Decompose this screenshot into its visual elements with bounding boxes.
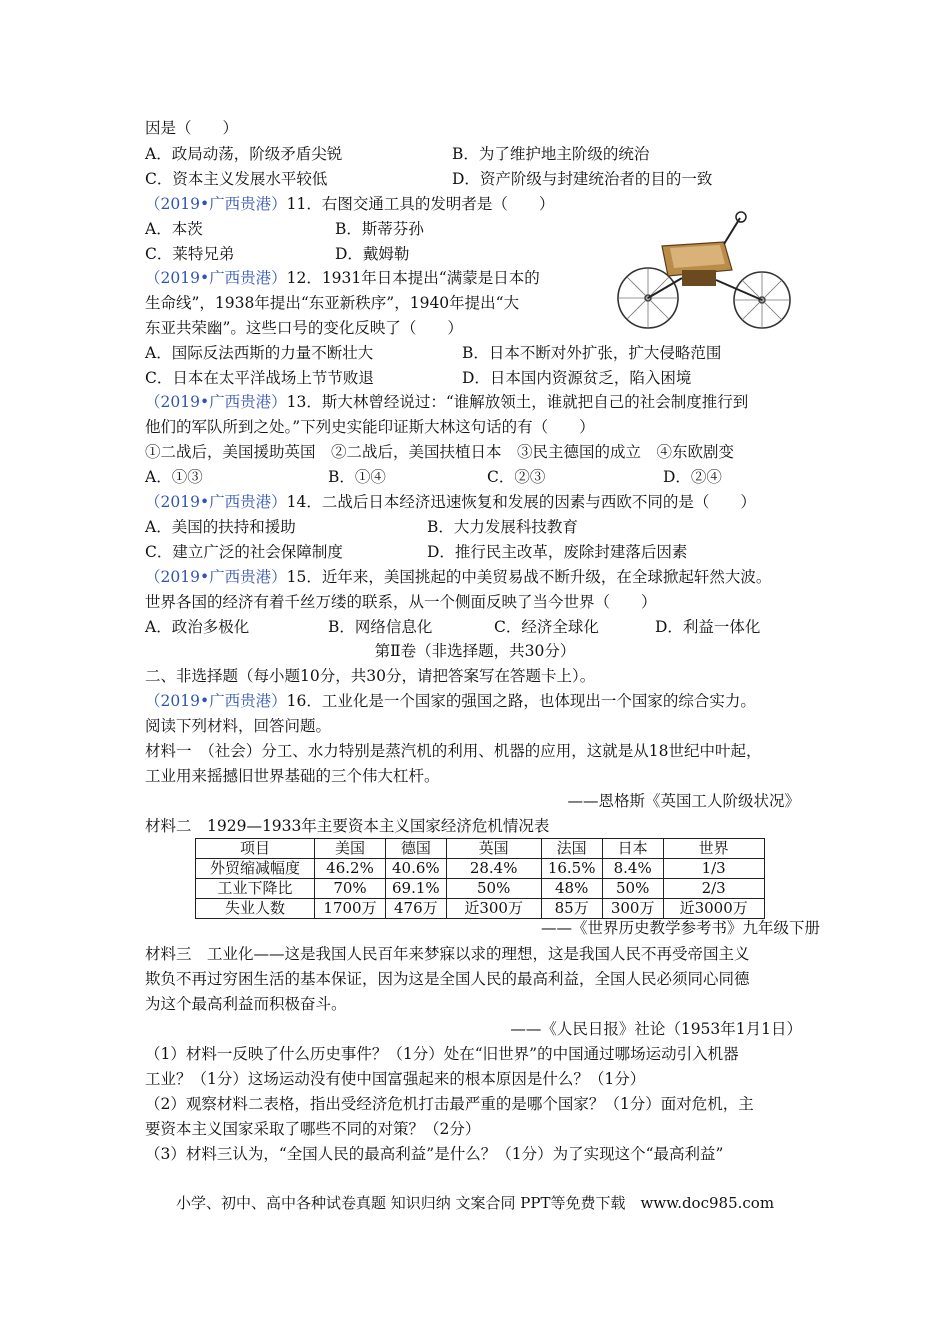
source-tag: （2019•广西贵港） (145, 195, 287, 213)
q15-option-b: B．网络信息化 (328, 618, 433, 636)
table-cell: 外贸缩减幅度 (196, 859, 315, 879)
economic-crisis-table (195, 838, 765, 919)
q13-stem-line1 (145, 392, 748, 412)
table-cell: 50% (602, 879, 663, 899)
material3-line1: 材料三 工业化——这是我国人民百年来梦寐以求的理想，这是我国人民不再受帝国主义 (145, 945, 750, 963)
table-header-cell: 世界 (663, 839, 764, 859)
table-header-cell: 英国 (446, 839, 541, 859)
table-header-cell: 美国 (315, 839, 386, 859)
material3-source: ——《人民日报》社论（1953年1月1日） (510, 1020, 802, 1038)
q15-option-c: C．经济全球化 (494, 618, 599, 636)
continued-line: 因是（ ） (145, 119, 239, 137)
table-cell: 8.4% (602, 859, 663, 879)
q10-option-d: D．资产阶级与封建统治者的目的一致 (452, 170, 713, 188)
material2-title: 材料二 1929—1933年主要资本主义国家经济危机情况表 (145, 817, 550, 835)
q16-stem-line2: 阅读下列材料，回答问题。 (145, 717, 332, 735)
q12-stem-line3: 东亚共荣幽”。这些口号的变化反映了（ ） (145, 319, 463, 337)
material1-line2: 工业用来摇撼旧世界基础的三个伟大杠杆。 (145, 767, 440, 785)
q11-option-b: B．斯蒂芬孙 (335, 220, 424, 238)
q11-option-a: A．本茨 (145, 220, 203, 238)
q10-option-c: C．资本主义发展水平较低 (145, 170, 328, 188)
q13-stem-line2: 他们的军队所到之处。”下列史实能印证斯大林这句话的有（ ） (145, 418, 595, 436)
q12-option-d: D．日本国内资源贫乏，陷入困境 (462, 369, 692, 387)
table-cell: 476万 (386, 899, 447, 919)
source-tag: （2019•广西贵港） (145, 269, 287, 287)
q12-option-c: C．日本在太平洋战场上节节败退 (145, 369, 374, 387)
table-cell: 近3000万 (663, 899, 764, 919)
source-tag: （2019•广西贵港） (145, 692, 287, 710)
q11-stem (145, 194, 554, 214)
q13-option-d: D．②④ (663, 468, 722, 486)
question-text: 15．近年来，美国挑起的中美贸易战不断升级，在全球掀起轩然大波。 (286, 568, 772, 586)
table-cell: 工业下降比 (196, 879, 315, 899)
part2-line2: 要资本主义国家采取了哪些不同的对策？（2分） (145, 1120, 481, 1138)
q13-items: ①二战后，美国援助英国 ②二战后，美国扶植日本 ③民主德国的成立 ④东欧剧变 (145, 443, 735, 461)
q14-option-c: C．建立广泛的社会保障制度 (145, 543, 343, 561)
footer-banner: 小学、初中、高中各种试卷真题 知识归纳 文案合同 PPT等免费下载 www.doc985.com (175, 1194, 775, 1212)
table-cell: 46.2% (315, 859, 386, 879)
q15-stem-line2: 世界各国的经济有着千丝万缕的联系，从一个侧面反映了当今世界（ ） (145, 593, 657, 611)
q14-stem (145, 492, 756, 512)
q10-option-b: B．为了维护地主阶级的统治 (452, 145, 650, 163)
table-cell: 69.1% (386, 879, 447, 899)
table-cell: 40.6% (386, 859, 447, 879)
source-tag: （2019•广西贵港） (145, 568, 287, 586)
table-cell: 近300万 (446, 899, 541, 919)
q11-option-d: D．戴姆勒 (335, 245, 410, 263)
q15-option-a: A．政治多极化 (145, 618, 250, 636)
source-tag: （2019•广西贵港） (145, 393, 287, 411)
material2-source: ——《世界历史教学参考书》九年级下册 (540, 919, 820, 937)
q14-option-d: D．推行民主改革，废除封建落后因素 (427, 543, 688, 561)
table-header-cell: 法国 (541, 839, 602, 859)
section-title: 第Ⅱ卷（非选择题，共30分） (374, 642, 576, 660)
q12-option-a: A．国际反法西斯的力量不断壮大 (145, 344, 374, 362)
source-tag: （2019•广西贵港） (145, 493, 287, 511)
material1-source: ——恩格斯《英国工人阶级状况》 (567, 792, 800, 810)
table-cell: 50% (446, 879, 541, 899)
question-text: 16．工业化是一个国家的强国之路，也体现出一个国家的综合实力。 (286, 692, 756, 710)
q14-option-a: A．美国的扶持和援助 (145, 518, 296, 536)
material3-line2: 欺负不再过穷困生活的基本保证，因为这是全国人民的最高利益，全国人民必须同心同德 (145, 970, 750, 988)
q15-option-d: D．利益一体化 (655, 618, 761, 636)
q14-option-b: B．大力发展科技教育 (427, 518, 578, 536)
q12-stem-line2: 生命线”，1938年提出“东亚新秩序”，1940年提出“大 (145, 294, 520, 312)
question-text: 13．斯大林曾经说过：“谁解放领土，谁就把自己的社会制度推行到 (286, 393, 749, 411)
table-header-cell: 德国 (386, 839, 447, 859)
table-row (196, 899, 765, 919)
q12-option-b: B．日本不断对外扩张，扩大侵略范围 (462, 344, 722, 362)
part2-line1: （2）观察材料二表格，指出受经济危机打击最严重的是哪个国家？（1分）面对危机，主 (145, 1095, 754, 1113)
material3-line3: 为这个最高利益而积极奋斗。 (145, 995, 347, 1013)
table-cell: 28.4% (446, 859, 541, 879)
question-text: 12．1931年日本提出“满蒙是日本的 (286, 269, 540, 287)
table-cell: 85万 (541, 899, 602, 919)
table-row (196, 859, 765, 879)
question-text: 11．右图交通工具的发明者是（ ） (286, 195, 555, 213)
part3-line1: （3）材料三认为，“全国人民的最高利益”是什么？（1分）为了实现这个“最高利益” (145, 1145, 724, 1163)
table-cell: 300万 (602, 899, 663, 919)
table-cell: 48% (541, 879, 602, 899)
table-header-cell: 日本 (602, 839, 663, 859)
section-note: 二、非选择题（每小题10分，共30分，请把答案写在答题卡上）。 (145, 667, 596, 685)
table-cell: 1700万 (315, 899, 386, 919)
table-cell: 70% (315, 879, 386, 899)
table-header-row (196, 839, 765, 859)
q13-option-b: B．①④ (328, 468, 386, 486)
part1-line1: （1）材料一反映了什么历史事件？（1分）处在“旧世界”的中国通过哪场运动引入机器 (145, 1045, 739, 1063)
q16-stem-line1 (145, 691, 756, 711)
table-cell: 2/3 (663, 879, 764, 899)
q13-option-c: C．②③ (487, 468, 546, 486)
q15-stem-line1 (145, 567, 771, 587)
question-text: 14．二战后日本经济迅速恢复和发展的因素与西欧不同的是（ ） (286, 493, 756, 511)
table-cell: 16.5% (541, 859, 602, 879)
q12-stem-line1 (145, 268, 540, 288)
benz-motorwagen-image (612, 208, 797, 338)
table-header-cell: 项目 (196, 839, 315, 859)
q11-option-c: C．莱特兄弟 (145, 245, 235, 263)
q13-option-a: A．①③ (145, 468, 203, 486)
table-cell: 1/3 (663, 859, 764, 879)
q10-option-a: A．政局动荡，阶级矛盾尖锐 (145, 145, 343, 163)
table-row (196, 879, 765, 899)
table-cell: 失业人数 (196, 899, 315, 919)
material1-line1: 材料一 （社会）分工、水力特别是蒸汽机的利用、机器的应用，这就是从18世纪中叶起， (145, 742, 762, 760)
part1-line2: 工业？（1分）这场运动没有使中国富强起来的根本原因是什么？（1分） (145, 1070, 646, 1088)
